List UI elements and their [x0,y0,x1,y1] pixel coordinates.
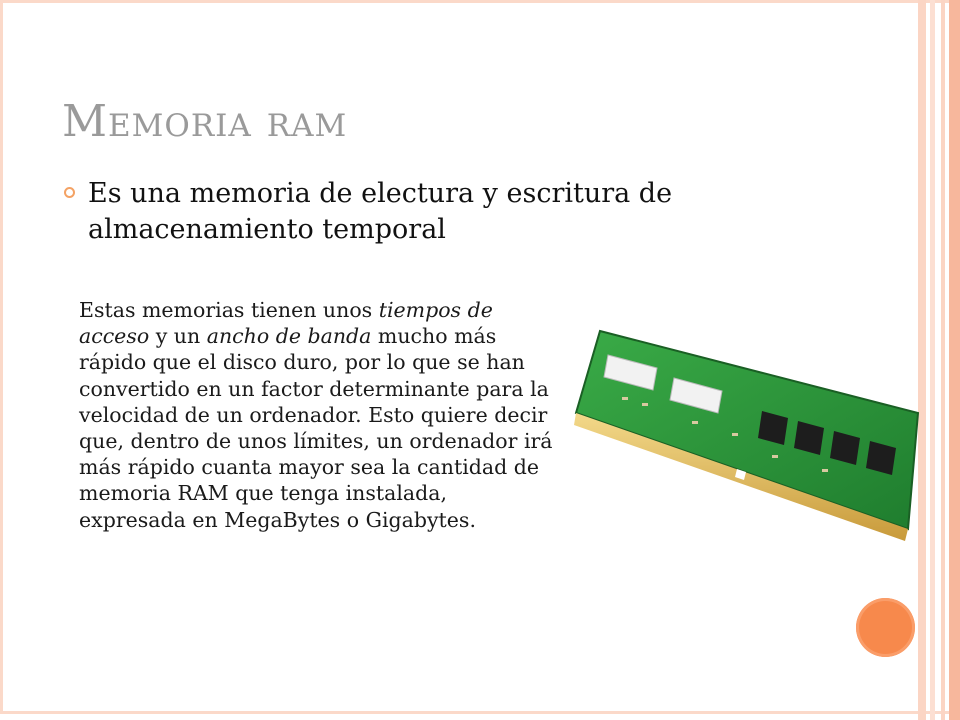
accent-circle [856,598,915,657]
decorative-stripe [949,0,960,720]
paragraph-emphasis: tiempos de acceso [79,298,493,349]
paragraph-text: Estas memorias tienen unos [79,298,379,322]
ram-module-image [562,293,922,548]
decorative-stripe [941,0,945,720]
paragraph-emphasis: ancho de banda [206,324,372,349]
description-paragraph [79,297,557,533]
bullet-circle-icon [64,187,75,198]
paragraph-text: mucho más rápido que el disco duro, por lo que se han convertido en un factor determinante para la velocidad de un ordenador. Esto quiere decir que, dentro de unos límites, un ordenador irá más rápido cuanta mayor sea la cantidad de memoria RAM que tenga instalada, expresada en MegaBytes o Gigabytes. [79,324,553,532]
bullet-text: Es una memoria de electura y escritura de almacenamiento temporal [88,178,673,245]
paragraph-text: y un [149,324,207,349]
bullet-item [62,176,762,248]
slide-title: Memoria ram [62,96,348,147]
decorative-stripe [930,0,935,720]
